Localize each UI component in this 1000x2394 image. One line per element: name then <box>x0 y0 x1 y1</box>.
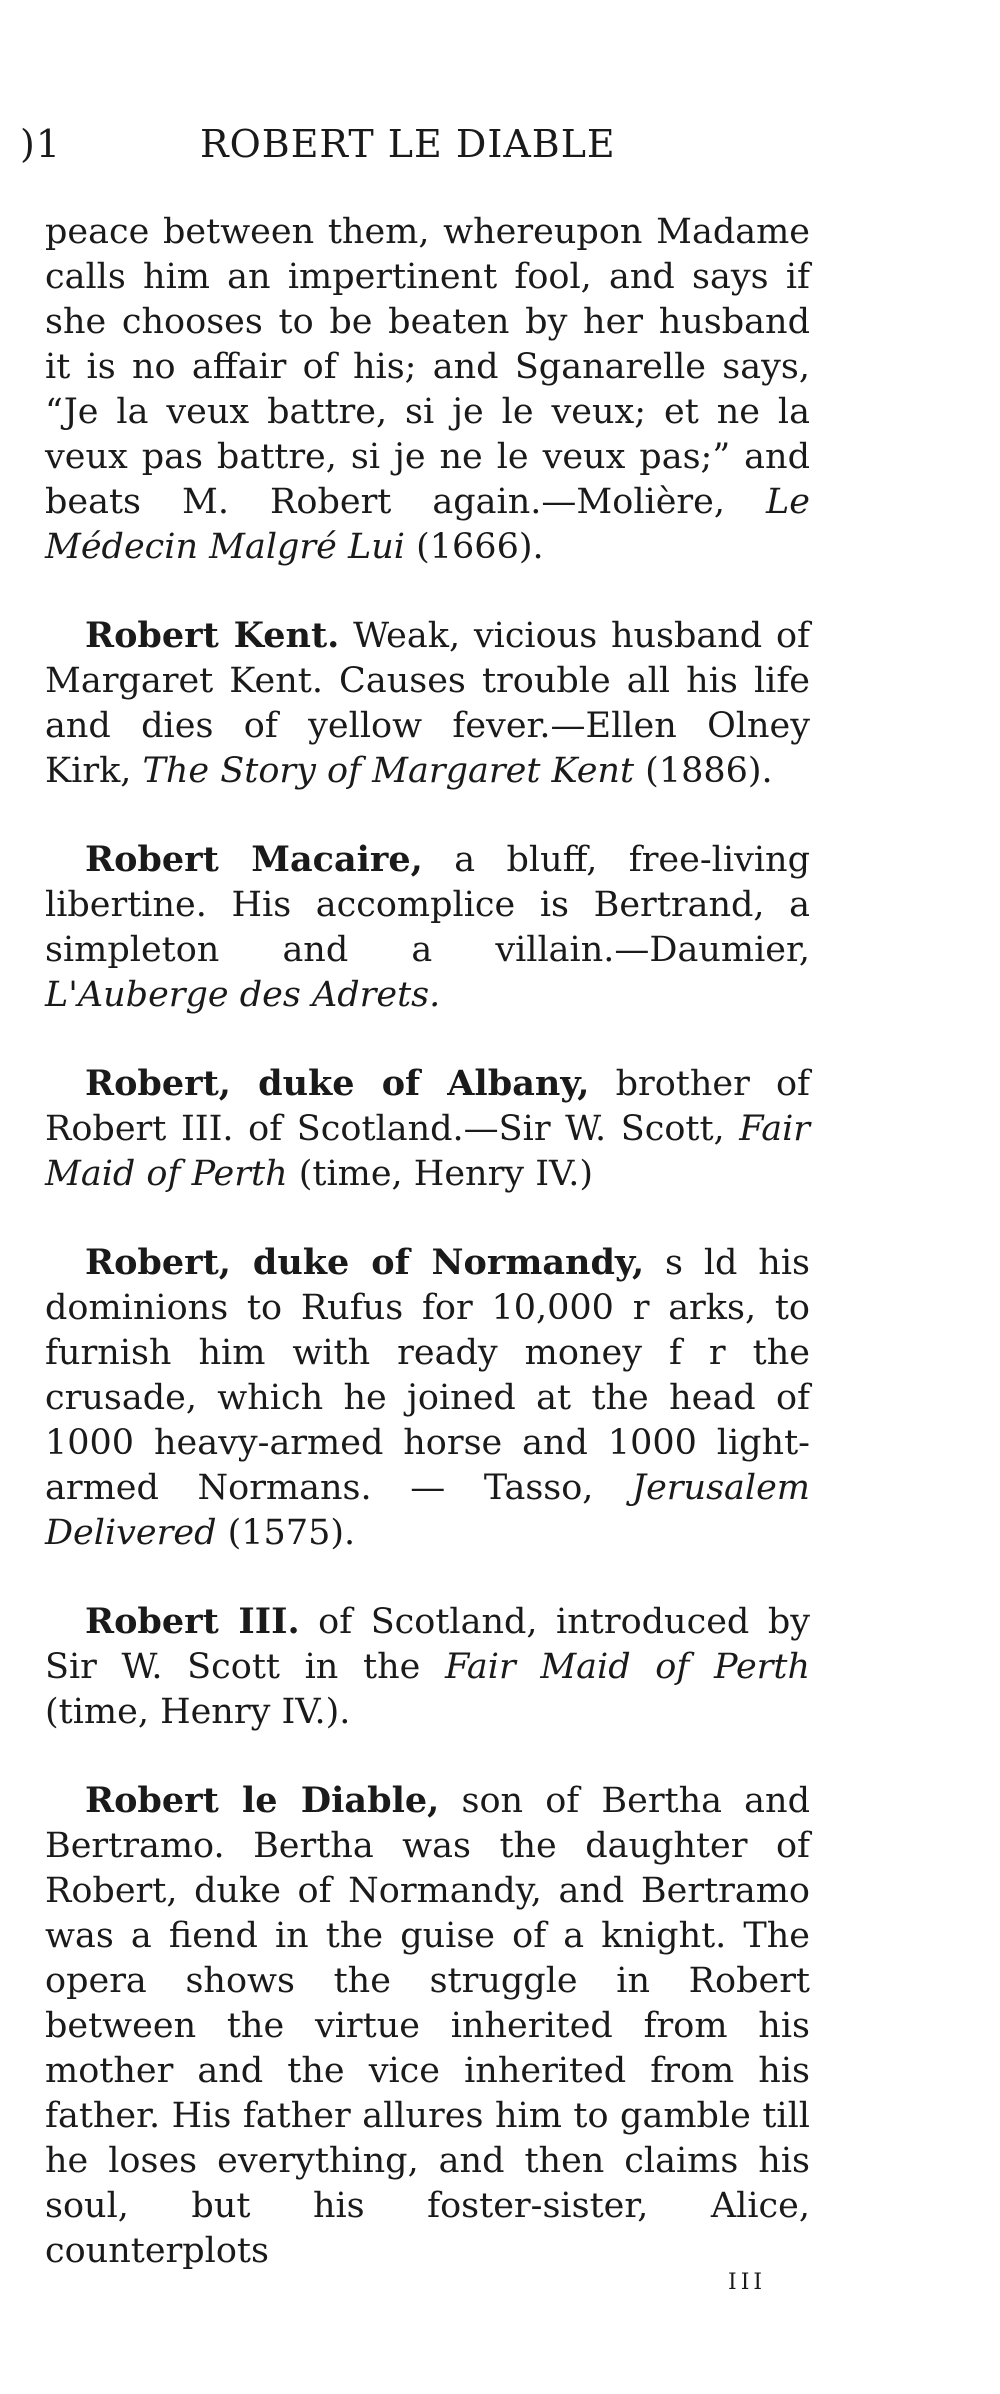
entry-citation: Jerusalem Delivered <box>45 1468 810 1553</box>
entry-text: brother of Robert III. of Scotland.—Sir W. Scott, <box>45 1064 810 1149</box>
entry-text: a bluff, free-living libertine. His accomplice is Bertrand, a simpleton and a villain.—Daumier, <box>45 840 810 970</box>
entry-robert-duke-of-albany <box>45 1061 810 1197</box>
entry-robert-le-diable <box>45 1778 810 2274</box>
page-number: )1 <box>20 122 62 166</box>
entry-robert-macaire <box>45 837 810 1018</box>
entry-headword: Robert, duke of Albany, <box>85 1063 590 1104</box>
entry-citation: Fair Maid of Perth <box>45 1109 810 1194</box>
entry-date: (time, Henry IV.). <box>45 1692 351 1732</box>
signature-mark: III <box>728 2270 767 2295</box>
entry-date: (1575). <box>216 1513 356 1553</box>
entry-text: Weak, vicious husband of Margaret Kent. Causes trouble all his life and dies of yellow fever.—Ellen Olney Kirk, <box>45 616 810 791</box>
entry-text: son of Bertha and Bertramo. Bertha was the daughter of Robert, duke of Normandy, and Bertramo was a fiend in the guise of a knight. The opera shows the struggle in Robert between the virtue inherited from his mother and the vice inherited from his father. His father allures him to gamble till he loses everything, and then claims his soul, but his foster-sister, Alice, counterplots <box>45 1781 810 2271</box>
entry-headword: Robert Kent. <box>85 615 340 656</box>
entry-robert-duke-of-normandy <box>45 1240 810 1556</box>
entry-text: s ld his dominions to Rufus for 10,000 r arks, to furnish him with ready money f r the crusade, which he joined at the head of 1000 heavy-armed horse and 1000 light-armed Normans. — Tasso, <box>45 1243 810 1508</box>
entry-robert-iii <box>45 1599 810 1735</box>
entry-citation: Fair Maid of Perth <box>444 1647 810 1687</box>
entry-headword: Robert III. <box>85 1601 300 1642</box>
entry-robert-kent <box>45 613 810 794</box>
continued-entry <box>45 210 810 570</box>
entry-date: (time, Henry IV.) <box>287 1154 593 1194</box>
entry-headword: Robert le Diable, <box>85 1780 440 1821</box>
entry-citation: The Story of Margaret Kent <box>142 751 635 791</box>
running-header <box>20 122 660 172</box>
entry-citation: L'Auberge des Adrets. <box>45 975 441 1015</box>
entry-date: (1666). <box>404 527 544 567</box>
entry-headword: Robert, duke of Normandy, <box>85 1242 645 1283</box>
dictionary-text <box>45 210 810 2317</box>
entry-headword: Robert Macaire, <box>85 839 423 880</box>
running-title: ROBERT LE DIABLE <box>200 122 616 166</box>
entry-citation: Le Médecin Malgré Lui <box>45 482 810 567</box>
entry-text: peace between them, whereupon Madame calls him an impertinent fool, and says if she chooses to be beaten by her husband it is no affair of his; and Sganarelle says, “Je la veux battre, si je le veux; et ne la veux pas battre, si je ne le veux pas;” and beats M. Robert again.—Molière, <box>45 212 810 522</box>
entry-date: (1886). <box>634 751 773 791</box>
entry-text: of Scotland, introduced by Sir W. Scott in the <box>45 1602 811 1687</box>
